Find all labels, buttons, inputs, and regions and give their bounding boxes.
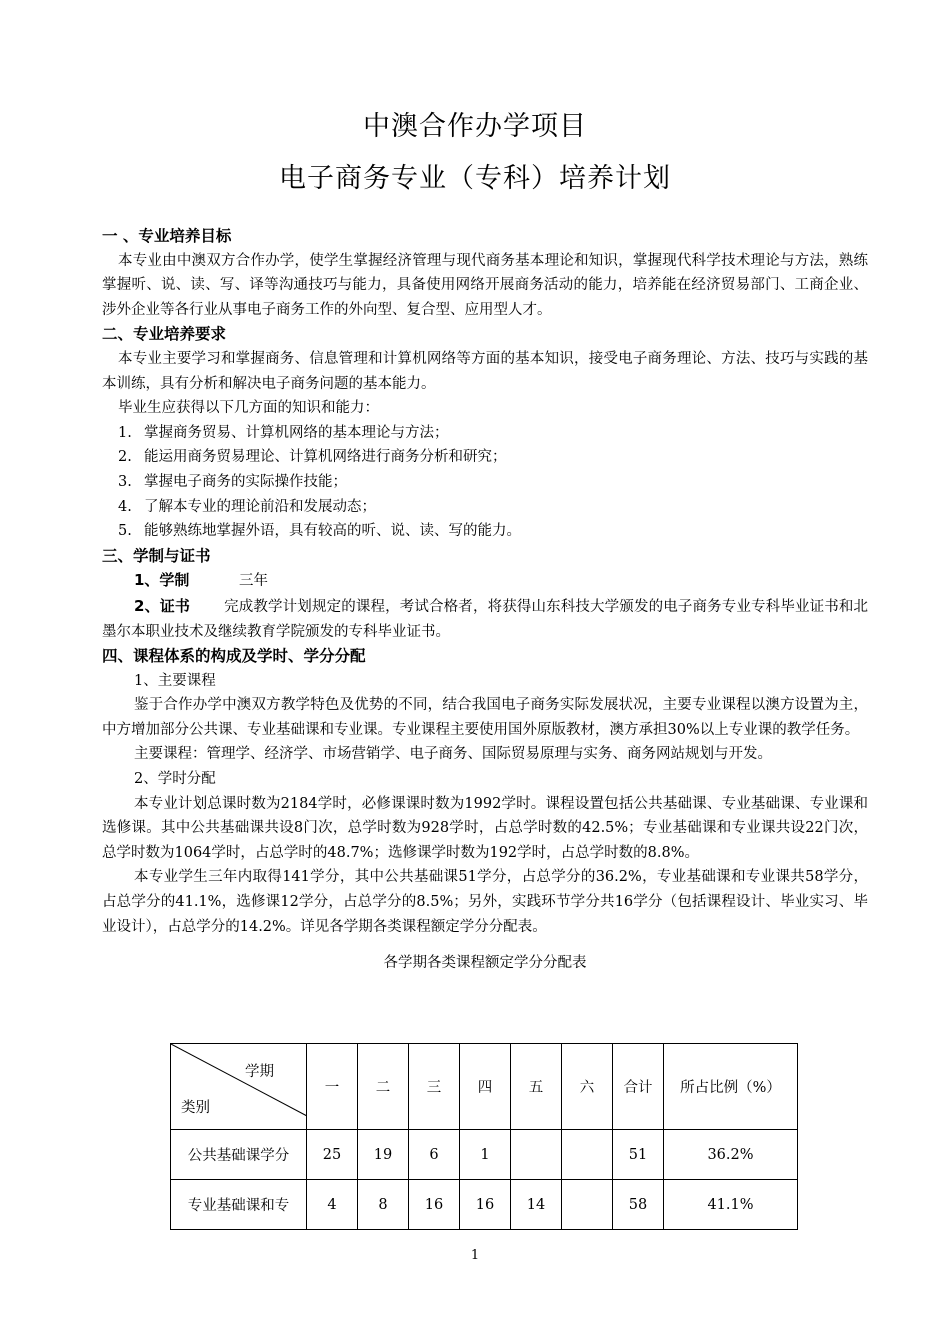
list-item-text: 能运用商务贸易理论、计算机网络进行商务分析和研究； [144, 449, 507, 466]
table-header-cell: 三 [409, 1044, 460, 1130]
table-cell [562, 1180, 613, 1230]
section-1-paragraph: 本专业由中澳双方合作办学，使学生掌握经济管理与现代商务基本理论和知识，掌握现代科学技术理论与方法，熟练掌握听、说、读、写、译等沟通技巧与能力，具备使用网络开展商务活动的能力，培养能在经济贸易部门、工商企业、涉外企业等各行业从事电子商务工作的外向型、复合型、应用型人才。 [102, 252, 868, 318]
list-item-number: 4. [118, 498, 132, 515]
corner-label-category: 类别 [181, 1100, 210, 1116]
table-cell: 36.2% [664, 1130, 798, 1180]
credit-allocation-table [170, 1043, 798, 1230]
table-header-cell: 合计 [613, 1044, 664, 1130]
subheading-hours: 2、学时分配 [134, 771, 216, 788]
title-line-2: 电子商务专业（专科）培养计划 [279, 163, 671, 194]
list-item-text: 掌握商务贸易、计算机网络的基本理论与方法； [144, 424, 449, 441]
table-cell: 14 [511, 1180, 562, 1230]
section-2-paragraph-1: 本专业主要学习和掌握商务、信息管理和计算机网络等方面的基本知识，接受电子商务理论、方法、技巧与实践的基本训练，具有分析和解决电子商务问题的基本能力。 [102, 350, 868, 392]
list-item-number: 5. [118, 523, 132, 540]
table-row [171, 1180, 798, 1230]
table-cell: 58 [613, 1180, 664, 1230]
table-cell [562, 1130, 613, 1180]
table-header-cell: 四 [460, 1044, 511, 1130]
list-item [102, 421, 868, 446]
section-3-heading: 三、学制与证书 [102, 546, 211, 565]
table-cell: 51 [613, 1130, 664, 1180]
table-header-cell: 二 [358, 1044, 409, 1130]
section-1-heading: 一 、专业培养目标 [102, 227, 232, 245]
table-header-cell: 一 [307, 1044, 358, 1130]
table-cell: 6 [409, 1130, 460, 1180]
section-2-paragraph-2: 毕业生应获得以下几方面的知识和能力： [118, 400, 379, 417]
subheading-main-courses: 1、主要课程 [134, 672, 216, 689]
table-cell: 41.1% [664, 1180, 798, 1230]
table-cell: 25 [307, 1130, 358, 1180]
xuezhi-label: 1、学制 [134, 571, 190, 590]
certificate-label: 2、证书 [134, 596, 190, 615]
hours-paragraph: 本专业计划总课时数为2184学时，必修课课时数为1992学时。课程设置包括公共基础课、专业基础课、专业课和选修课。其中公共基础课共设8门次，总学时数为928学时，占总学时数的42.5%；专业基础课和专业课共设22门次，总学时数为1064学时，占总学时的48.7%；选修课学时数为192学时，占总学时数的8.8%。 [102, 795, 868, 861]
list-item [102, 519, 868, 544]
list-item-text: 了解本专业的理论前沿和发展动态； [144, 498, 376, 515]
table-cell: 1 [460, 1130, 511, 1180]
page-number: 1 [470, 1248, 480, 1263]
title-line-1: 中澳合作办学项目 [363, 111, 587, 142]
table-row [171, 1130, 798, 1180]
list-item-number: 3. [118, 473, 132, 490]
table-header-row [171, 1044, 798, 1130]
table-caption: 各学期各类课程额定学分分配表 [383, 955, 587, 972]
list-item-text: 能够熟练地掌握外语，具有较高的听、说、读、写的能力。 [144, 523, 521, 540]
main-courses-paragraph: 主要课程：管理学、经济学、市场营销学、电子商务、国际贸易原理与实务、商务网站规划与开发。 [134, 746, 772, 763]
table-cell: 8 [358, 1180, 409, 1230]
list-item-text: 掌握电子商务的实际操作技能； [144, 473, 347, 490]
xuezhi-value: 三年 [239, 573, 268, 590]
diagonal-line [171, 1044, 307, 1130]
section-4-paragraph-1: 鉴于合作办学中澳双方教学特色及优势的不同，结合我国电子商务实际发展状况，主要专业课程以澳方设置为主，中方增加部分公共课、专业基础课和专业课。专业课程主要使用国外原版教材，澳方承担30%以上专业课的教学任务。 [102, 697, 868, 738]
table-cell: 16 [460, 1180, 511, 1230]
row-label: 公共基础课学分 [171, 1130, 307, 1180]
list-item [102, 495, 868, 520]
table-cell [511, 1130, 562, 1180]
corner-label-semester: 学期 [245, 1064, 274, 1080]
table-corner-cell [171, 1044, 307, 1130]
list-item [102, 470, 868, 495]
table-header-cell: 五 [511, 1044, 562, 1130]
row-label: 专业基础课和专 [171, 1180, 307, 1230]
list-item [102, 445, 868, 470]
credits-paragraph: 本专业学生三年内取得141学分，其中公共基础课51学分，占总学分的36.2%，专业基础课和专业课共58学分，占总学分的41.1%，选修课12学分，占总学分的8.5%；另外，实践环节学分共16学分（包括课程设计、毕业实习、毕业设计），占总学分的14.2%。详见各学期各类课程额定学分分配表。 [102, 869, 868, 935]
certificate-text: 完成教学计划规定的课程，考试合格者，将获得山东科技大学颁发的电子商务专业专科毕业证书和北墨尔本职业技术及继续教育学院颁发的专科毕业证书。 [102, 598, 868, 640]
list-item-number: 2. [118, 449, 132, 466]
section-4-heading: 四、课程体系的构成及学时、学分分配 [102, 647, 366, 666]
section-2-heading: 二、专业培养要求 [102, 325, 227, 344]
certificate-paragraph [102, 594, 868, 644]
xuezhi-line [102, 568, 868, 594]
table-cell: 19 [358, 1130, 409, 1180]
list-item-number: 1. [118, 424, 132, 441]
table-header-cell: 所占比例（%） [664, 1044, 798, 1130]
document-body [102, 224, 868, 976]
table-cell: 4 [307, 1180, 358, 1230]
table-cell: 16 [409, 1180, 460, 1230]
table-header-cell: 六 [562, 1044, 613, 1130]
